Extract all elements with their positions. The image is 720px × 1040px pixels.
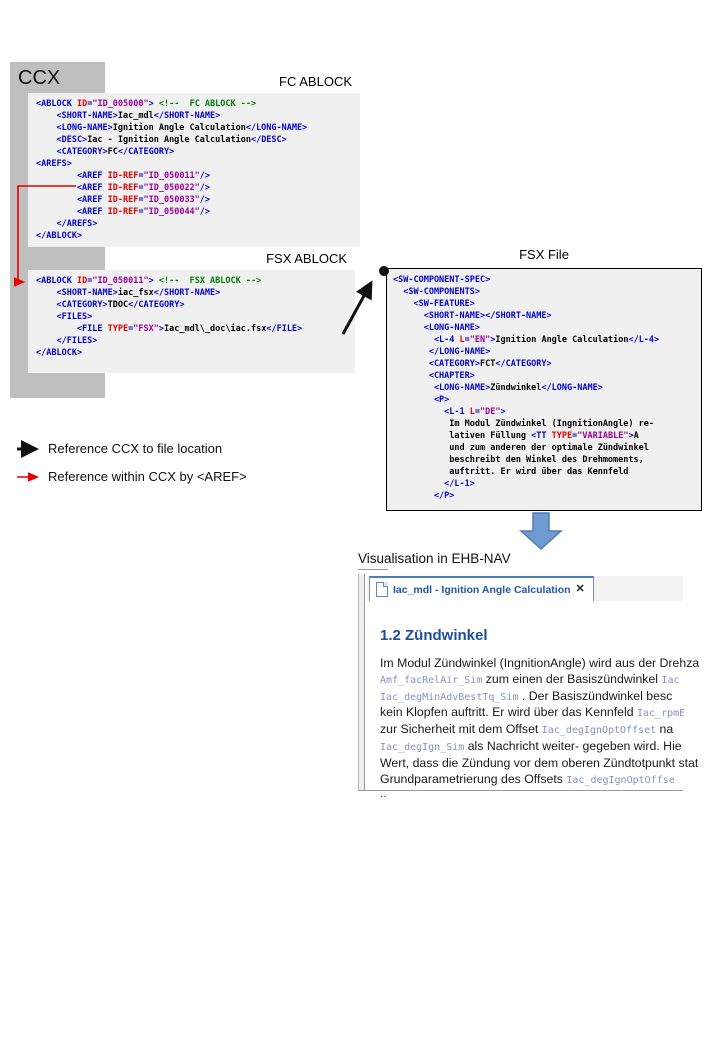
code-line: <CATEGORY>FCT</CATEGORY> <box>393 359 552 369</box>
fc-ablock-title: FC ABLOCK <box>279 74 352 89</box>
document-content <box>366 601 700 801</box>
code-line: <SHORT-NAME>iac_fsx</SHORT-NAME> <box>36 288 221 298</box>
code-line: <ABLOCK ID="ID_050011"> <!-- FSX ABLOCK --> <box>36 276 262 286</box>
truncation-dots: .. <box>380 786 387 801</box>
code-line: <SW-FEATURE> <box>393 299 475 309</box>
paragraph-line: Iac_degMinAdvBestTq_Sim . Der Basiszündwinkel besc <box>380 688 673 703</box>
code-line: <ABLOCK ID="ID_005000"> <!-- FC ABLOCK --> <box>36 99 257 109</box>
section-heading: 1.2 Zündwinkel <box>380 627 488 644</box>
tab-iac-mdl[interactable] <box>369 576 594 601</box>
down-arrow-icon <box>521 513 561 549</box>
code-line: <FILE TYPE="FSX">Iac_mdl\_doc\iac.fsx</FILE> <box>36 324 303 334</box>
code-line: <DESC>Iac - Ignition Angle Calculation</DESC> <box>36 135 287 145</box>
tab-label: Iac_mdl - Ignition Angle Calculation <box>393 583 571 596</box>
close-icon[interactable]: ✕ <box>575 583 585 595</box>
ehb-nav-panel <box>358 574 700 801</box>
fsx-file-title: FSX File <box>519 247 569 262</box>
paragraph-line: Grundparametrierung des Offsets Iac_degIgnOptOffse <box>380 771 675 786</box>
legend-red-label: Reference within CCX by <AREF> <box>48 469 247 484</box>
code-line: <AREF ID-REF="ID_050011"/> <box>36 171 211 181</box>
code-line: <SHORT-NAME></SHORT-NAME> <box>393 311 552 321</box>
scrollbar-sliver <box>358 574 365 790</box>
section-paragraph <box>380 656 700 788</box>
code-line: </L-1> <box>393 479 475 489</box>
code-line: <LONG-NAME>Zündwinkel</LONG-NAME> <box>393 383 603 393</box>
ccx-label: CCX <box>18 67 61 89</box>
code-line: <L-4 L="EN">Ignition Angle Calculation</L-4> <box>393 335 660 345</box>
code-line: </AREFS> <box>36 219 98 229</box>
paragraph-line: Wert, dass die Zündung vor dem oberen Zündtotpunkt stat <box>380 755 699 770</box>
code-line: <LONG-NAME> <box>393 323 480 333</box>
paragraph-line: Iac_degIgn_Sim als Nachricht weiter- gegeben wird. Hie <box>380 738 682 753</box>
paragraph-line: Im Modul Zündwinkel (IngnitionAngle) wird aus der Drehza <box>380 656 700 670</box>
paragraph-line: Amf_facRelAir_Sim zum einen der Basiszündwinkel Iac <box>380 671 680 686</box>
code-line: <FILES> <box>36 312 93 322</box>
code-line: beschreibt den Winkel des Drehmoments, <box>393 455 644 465</box>
code-line: <CHAPTER> <box>393 371 475 381</box>
code-line: <SHORT-NAME>Iac_mdl</SHORT-NAME> <box>36 111 221 121</box>
code-line: <L-1 L="DE"> <box>393 407 506 417</box>
code-line: <CATEGORY>TDOC</CATEGORY> <box>36 300 185 310</box>
fsx-ablock-title: FSX ABLOCK <box>266 251 347 266</box>
document-icon <box>376 582 388 597</box>
code-line: <SW-COMPONENTS> <box>393 287 480 297</box>
code-line: </P> <box>393 491 455 501</box>
code-line: <AREF ID-REF="ID_050033"/> <box>36 195 211 205</box>
fsx-ablock-code <box>28 270 355 373</box>
code-line: <SW-COMPONENT-SPEC> <box>393 275 491 285</box>
code-line: <AREF ID-REF="ID_050044"/> <box>36 207 211 217</box>
code-line: </FILES> <box>36 336 98 346</box>
paragraph-line: zur Sicherheit mit dem Offset Iac_degIgnOptOffset na <box>380 722 674 737</box>
code-line: Im Modul Zündwinkel (IngnitionAngle) re- <box>393 419 654 429</box>
code-line: lativen Füllung <TT TYPE="VARIABLE">A <box>393 431 639 441</box>
visualisation-caption: Visualisation in EHB-NAV <box>358 551 511 566</box>
code-line: <AREFS> <box>36 159 72 169</box>
fc-ablock-code <box>28 93 360 247</box>
code-line: </ABLOCK> <box>36 231 83 241</box>
code-line: <LONG-NAME>Ignition Angle Calculation</LONG-NAME> <box>36 123 308 133</box>
code-line: <CATEGORY>FC</CATEGORY> <box>36 147 175 157</box>
caption-underline <box>358 569 388 570</box>
paragraph-line: kein Klopfen auftritt. Er wird über das Kennfeld Iac_rpmE <box>380 705 686 720</box>
code-line: auftritt. Er wird über das Kennfeld <box>393 467 629 477</box>
code-line: <AREF ID-REF="ID_050022"/> <box>36 183 211 193</box>
code-line: <P> <box>393 395 450 405</box>
code-line: </LONG-NAME> <box>393 347 491 357</box>
legend-black-label: Reference CCX to file location <box>48 441 223 456</box>
tab-bar <box>367 576 683 602</box>
fsx-file-panel <box>386 268 702 511</box>
code-line: und zum anderen der optimale Zündwinkel <box>393 443 649 453</box>
code-line: </ABLOCK> <box>36 348 83 358</box>
